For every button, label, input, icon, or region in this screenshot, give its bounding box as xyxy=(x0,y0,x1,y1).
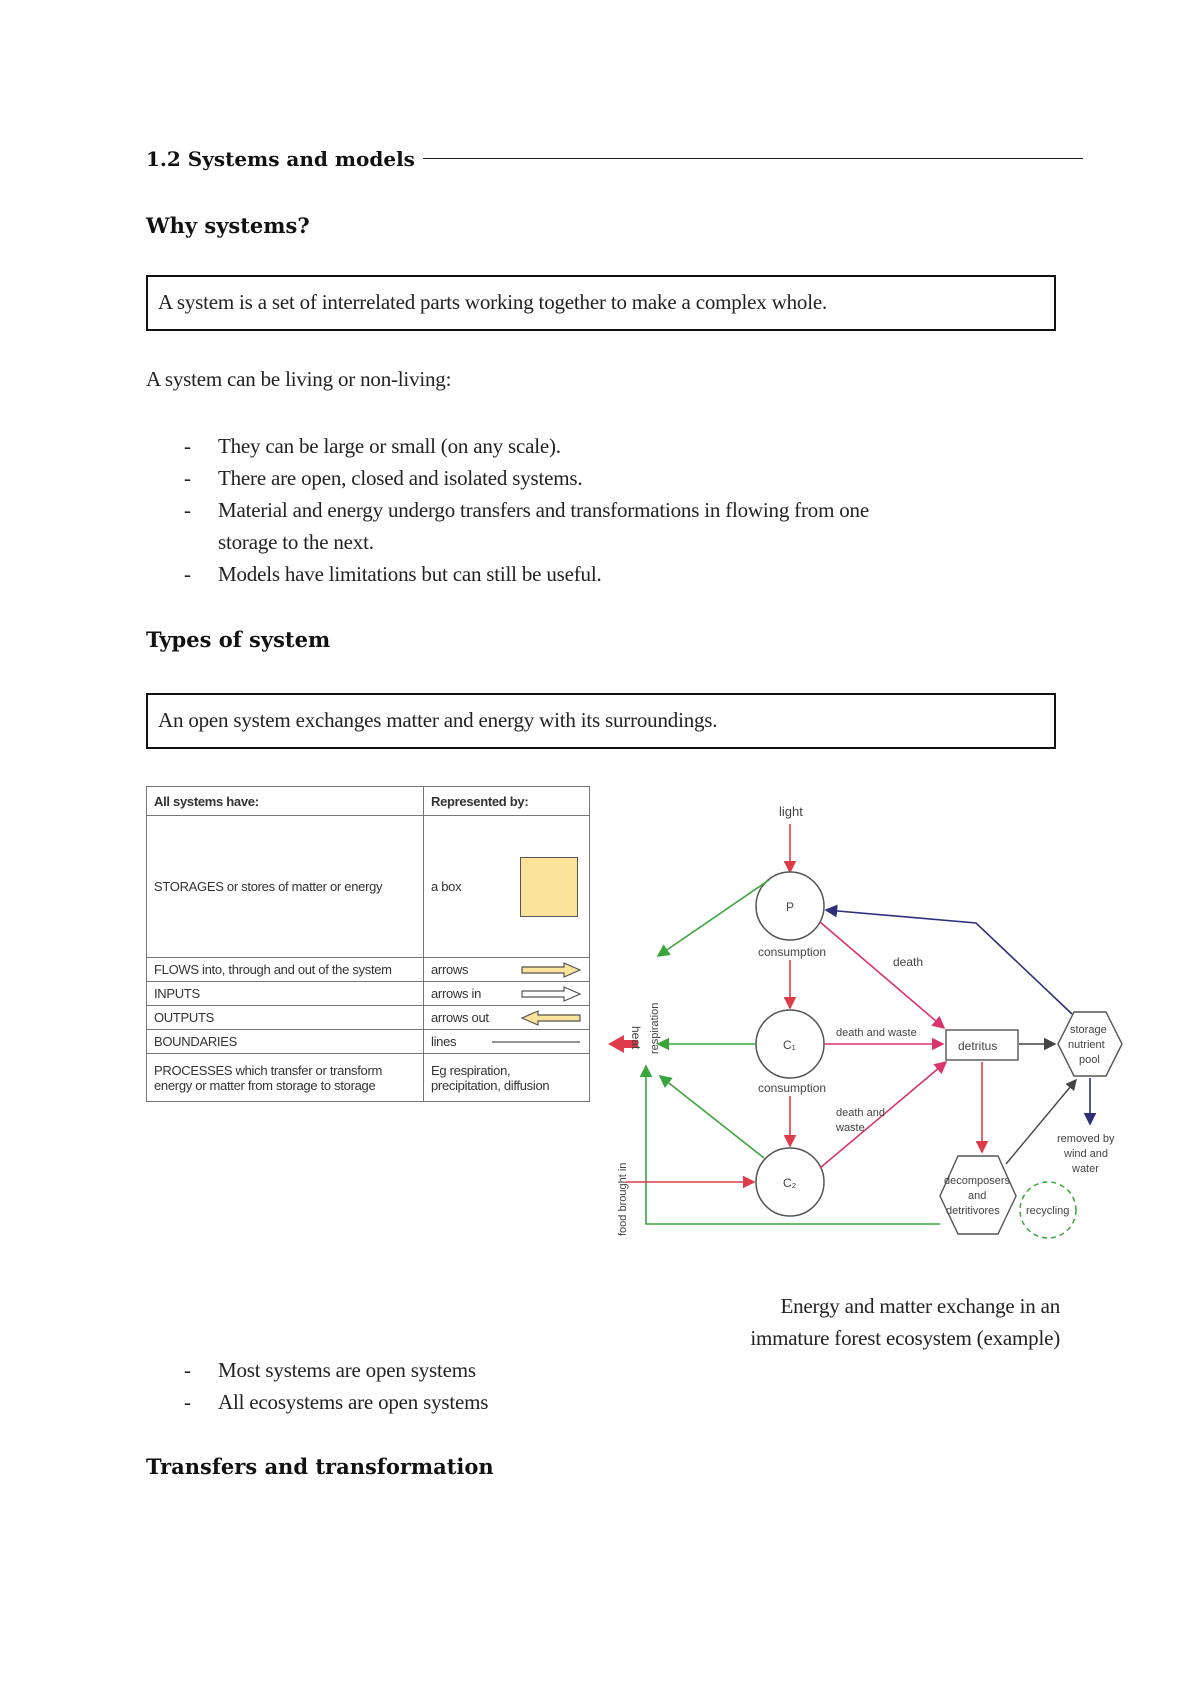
definition-box-open-system xyxy=(146,693,1056,749)
arrow-producer-respiration xyxy=(658,880,769,956)
bullet-list-1 xyxy=(146,430,1056,590)
label-secondary-consumer: C₂ xyxy=(783,1176,797,1190)
label-death-and-waste: death and waste xyxy=(836,1027,917,1039)
table-cell-text: precipitation, diffusion xyxy=(431,1077,550,1093)
label-producer: P xyxy=(786,900,795,914)
label-light: light xyxy=(779,804,803,819)
table-cell: INPUTS xyxy=(147,982,424,1006)
table-cell-text: arrows out xyxy=(431,1010,489,1025)
table-cell: FLOWS into, through and out of the system xyxy=(147,958,424,982)
table-row xyxy=(147,1030,590,1054)
input-arrow-icon xyxy=(520,986,582,1002)
table-cell-text: PROCESSES which transfer or transform xyxy=(154,1062,383,1078)
table-cell: BOUNDARIES xyxy=(147,1030,424,1054)
table-cell: STORAGES or stores of matter or energy xyxy=(147,816,424,958)
table-cell xyxy=(424,816,590,958)
diagram-caption xyxy=(750,1290,1060,1354)
label-decomposers: decomposers xyxy=(944,1175,1011,1187)
label-heat: heat xyxy=(629,1026,643,1050)
label-primary-consumer: C₁ xyxy=(783,1038,796,1052)
table-row xyxy=(147,1006,590,1030)
storage-box-symbol xyxy=(520,857,578,917)
title-rule xyxy=(423,158,1083,159)
list-item: - They can be large or small (on any scale). xyxy=(146,430,1056,462)
label-and: and xyxy=(968,1190,987,1202)
table-cell xyxy=(424,958,590,982)
caption-line: Energy and matter exchange in an xyxy=(780,1294,1060,1318)
list-item-continuation-text: storage to the next. xyxy=(218,530,374,554)
arrow-c2-respiration xyxy=(660,1076,764,1158)
label-water: water xyxy=(1072,1163,1099,1175)
label-consumption-2: consumption xyxy=(758,1081,827,1095)
definition-box-system xyxy=(146,275,1056,331)
table-cell: OUTPUTS xyxy=(147,1006,424,1030)
label-pool: pool xyxy=(1079,1054,1100,1066)
table-cell xyxy=(147,1054,424,1102)
label-removed-by: removed by xyxy=(1057,1133,1115,1145)
table-row xyxy=(147,958,590,982)
table-row xyxy=(147,982,590,1006)
label-detritus: detritus xyxy=(958,1039,998,1053)
table-header-row xyxy=(147,787,590,816)
list-item: - All ecosystems are open systems xyxy=(146,1386,746,1418)
definition-system-text: A system is a set of interrelated parts working together to make a complex whole. xyxy=(158,290,828,314)
label-wind-and: wind and xyxy=(1064,1148,1109,1160)
heading-why-systems: Why systems? xyxy=(146,213,310,238)
flow-arrow-icon xyxy=(520,962,582,978)
intro-text: A system can be living or non-living: xyxy=(146,367,452,391)
bullet-list-2 xyxy=(146,1354,746,1418)
list-item-continuation xyxy=(146,526,1056,558)
table-cell xyxy=(424,1030,590,1054)
list-item: - There are open, closed and isolated systems. xyxy=(146,462,1056,494)
definition-open-text: An open system exchanges matter and energy with its surroundings. xyxy=(158,708,718,732)
table-cell-text: lines xyxy=(431,1034,457,1049)
heading-transfers: Transfers and transformation xyxy=(146,1454,494,1479)
section-title-text: 1.2 Systems and models xyxy=(146,147,415,171)
label-recycling: recycling xyxy=(1026,1205,1070,1217)
table-cell-text: arrows in xyxy=(431,986,482,1001)
table-row xyxy=(147,816,590,958)
label-detritivores: detritivores xyxy=(946,1205,1000,1217)
table-header-cell: Represented by: xyxy=(424,787,590,816)
label-storage: storage xyxy=(1070,1024,1107,1036)
label-nutrient: nutrient xyxy=(1068,1039,1105,1051)
table-header-cell: All systems have: xyxy=(147,787,424,816)
table-cell-text: Eg respiration, xyxy=(431,1062,511,1078)
arrow-producer-death xyxy=(820,922,944,1028)
label-waste: waste xyxy=(836,1122,865,1134)
label-death: death xyxy=(893,955,924,969)
list-item: - Most systems are open systems xyxy=(146,1354,746,1386)
caption-line: immature forest ecosystem (example) xyxy=(750,1326,1060,1350)
list-item: - Models have limitations but can still be useful. xyxy=(146,558,1056,590)
boundary-line-icon xyxy=(490,1037,582,1047)
table-cell-text: energy or matter from storage to storage xyxy=(154,1077,376,1093)
table-cell-text: arrows xyxy=(431,962,469,977)
label-death-and: death and xyxy=(836,1107,885,1119)
table-cell xyxy=(424,1006,590,1030)
system-components-table xyxy=(146,786,590,1102)
table-cell xyxy=(424,982,590,1006)
table-cell xyxy=(424,1054,590,1102)
table-row xyxy=(147,1054,590,1102)
output-arrow-icon xyxy=(520,1010,582,1026)
table-cell-text: a box xyxy=(431,879,462,894)
label-food-brought-in: food brought in xyxy=(617,1162,629,1236)
arrow-pool-to-producer xyxy=(826,910,1072,1014)
section-title xyxy=(146,147,1083,171)
ecosystem-flow-diagram xyxy=(606,786,1152,1246)
heading-types-of-system: Types of system xyxy=(146,627,331,652)
label-consumption-1: consumption xyxy=(758,945,827,959)
label-respiration: respiration xyxy=(649,1002,661,1054)
list-item: - Material and energy undergo transfers and transformations in flowing from one xyxy=(146,494,1056,526)
